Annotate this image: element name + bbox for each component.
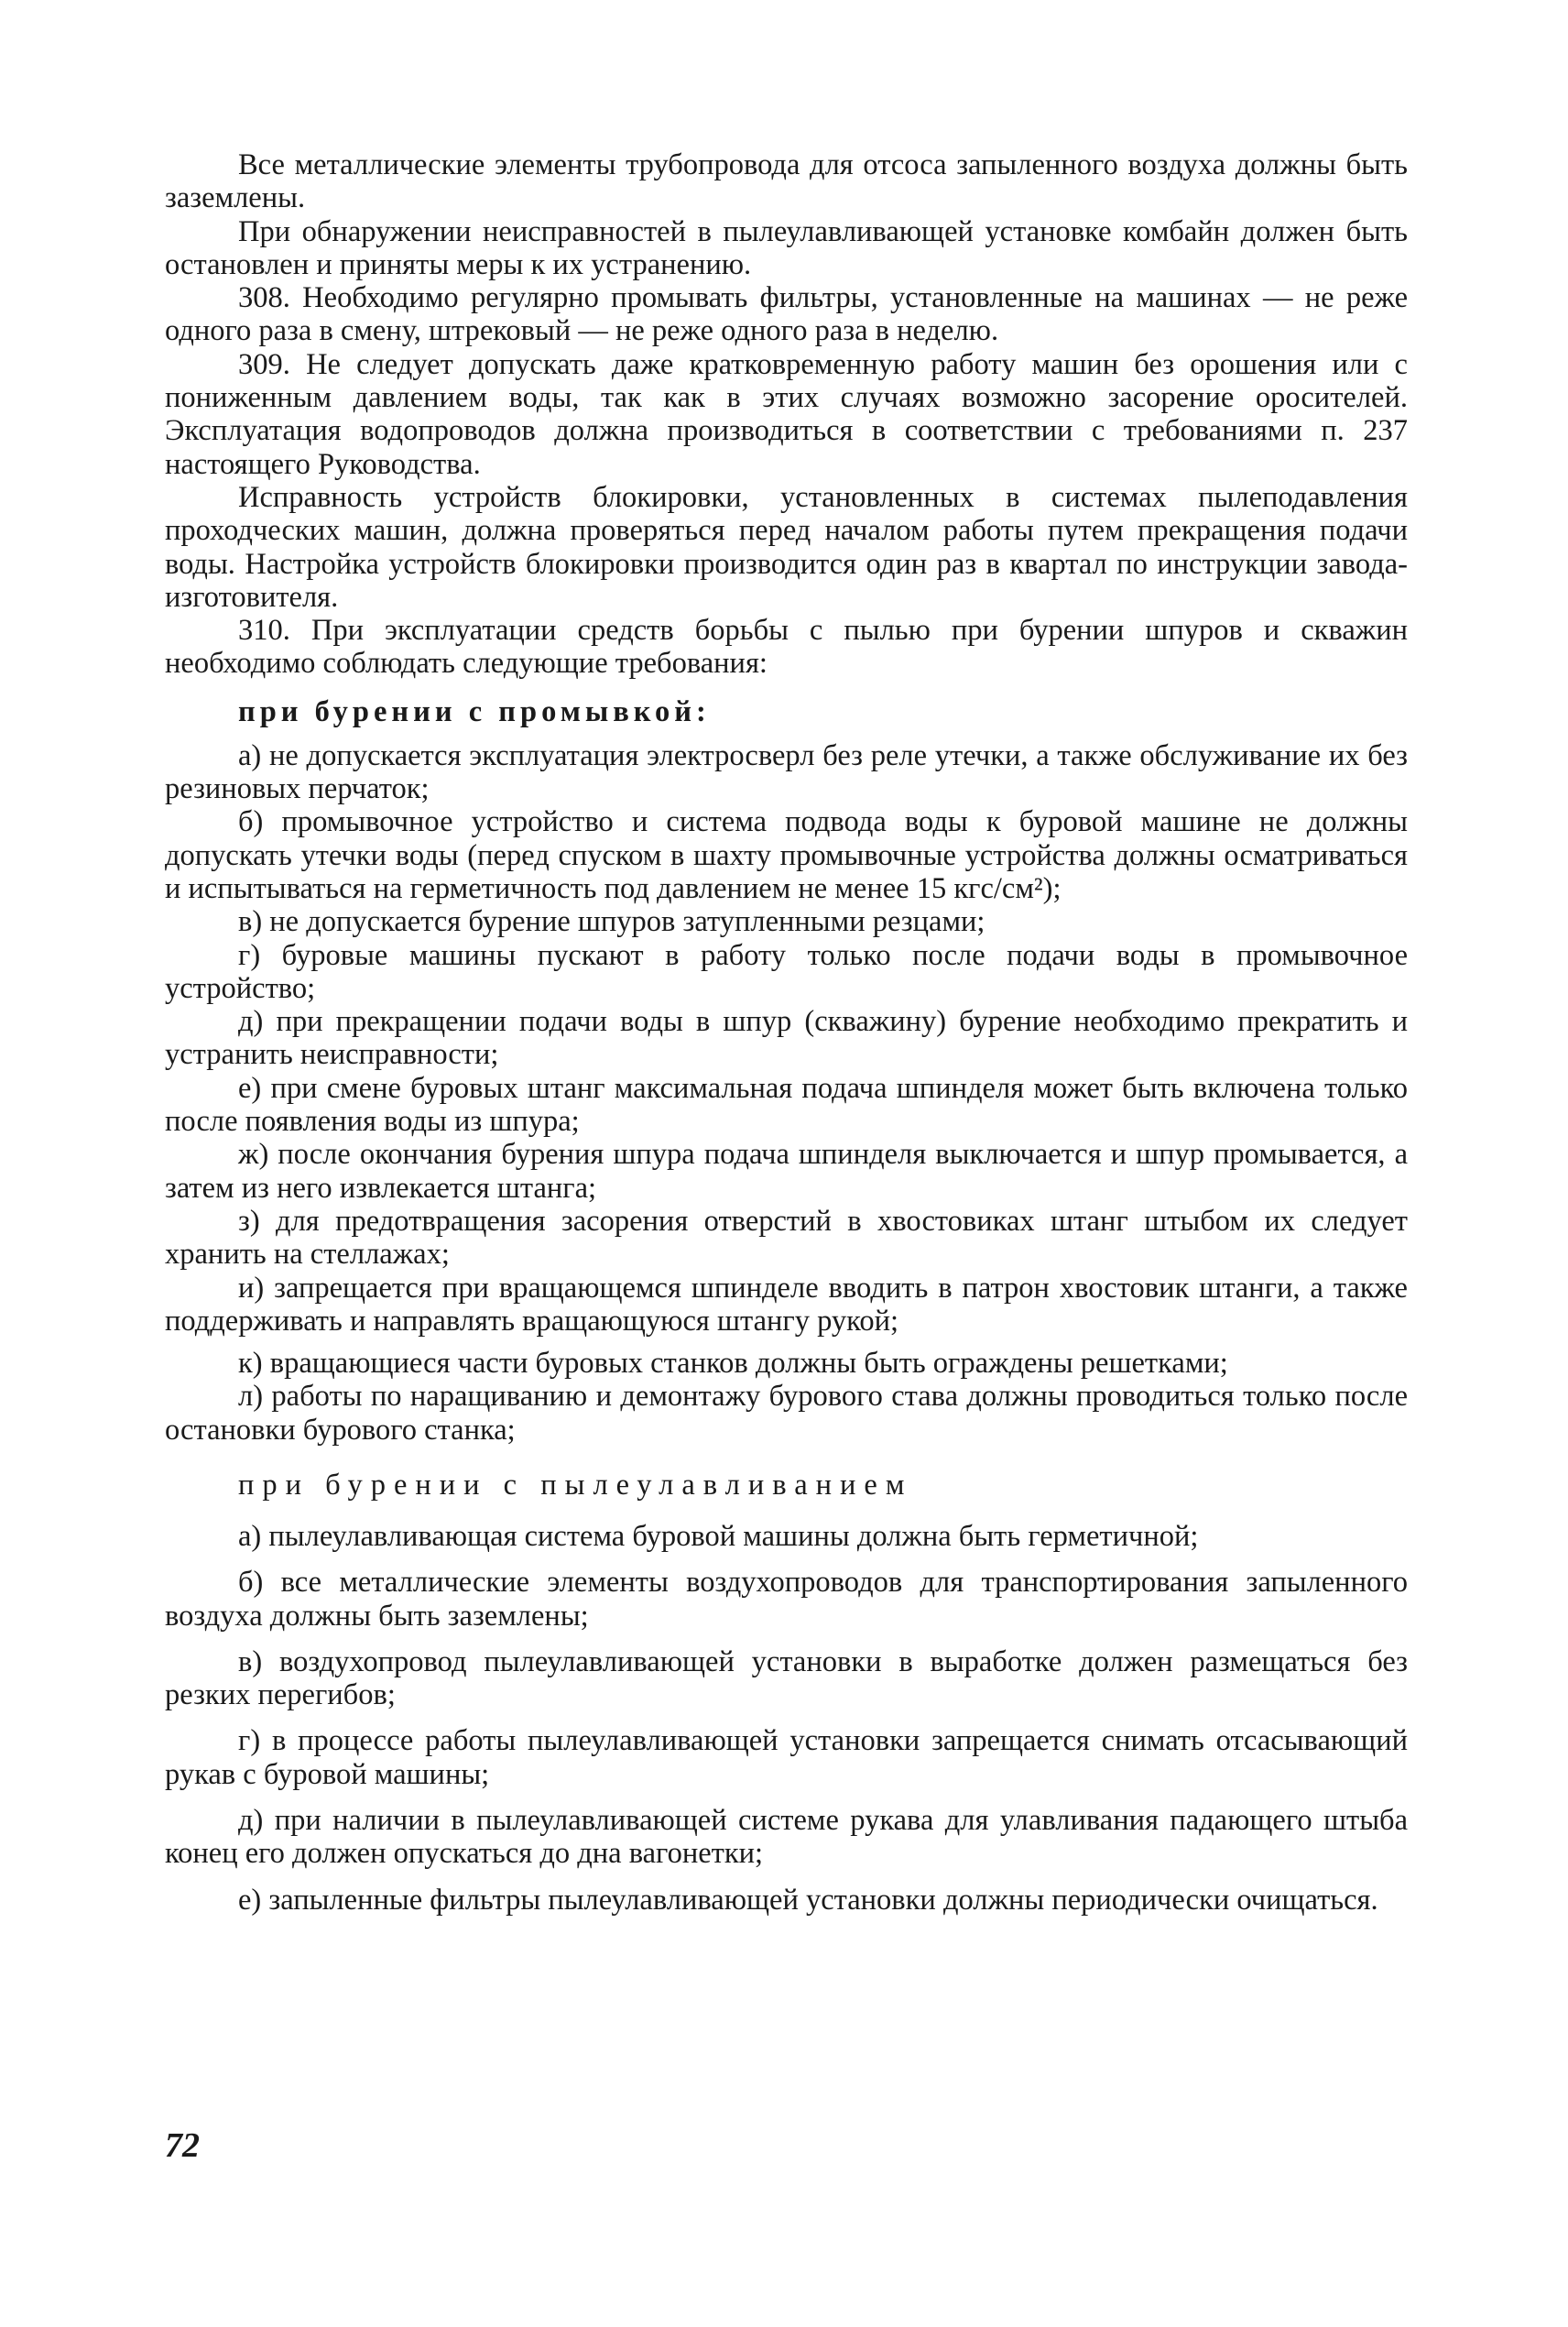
list-item-washing-i: и) запрещается при вращающемся шпинделе вводить в патрон хвостовик штанги, а также поддерживать и направлять вращающуюся штангу рукой; — [165, 1271, 1408, 1338]
list-item-washing-g: г) буровые машины пускают в работу только после подачи воды в промывочное устройство; — [165, 938, 1408, 1005]
list-item-washing-k: к) вращающиеся части буровых станков должны быть ограждены решетками; — [238, 1347, 1228, 1381]
subhead-washing: при бурении с промывкой: — [238, 694, 711, 728]
list-item-washing-l: л) работы по наращиванию и демонтажу бурового става должны проводиться только после остановки бурового станка; — [165, 1380, 1408, 1447]
list-item-washing-v: в) не допускается бурение шпуров затупленными резцами; — [238, 905, 985, 939]
document-page — [165, 148, 1408, 1917]
list-item-dust-b: б) все металлические элементы воздухопроводов для транспортирования запыленного воздуха должны быть заземлены; — [165, 1566, 1408, 1633]
page-number: 72 — [165, 2126, 200, 2165]
list-item-washing-d: д) при прекращении подачи воды в шпур (скважину) бурение необходимо прекратить и устранить неисправности; — [165, 1005, 1408, 1072]
paragraph-malfunction: При обнаружении неисправностей в пылеулавливающей установке комбайн должен быть остановлен и приняты меры к их устранению. — [165, 214, 1408, 281]
list-item-washing-e: е) при смене буровых штанг максимальная подача шпинделя может быть включена только после появления воды из шпура; — [165, 1071, 1408, 1139]
paragraph-309: 309. Не следует допускать даже кратковременную работу машин без орошения или с пониженным давлением воды, так как в этих случаях возможно засорение оросителей. Эксплуатация водопроводов должна производиться в соответствии с требованиями п. 237 настоящего Руководства. — [165, 347, 1408, 481]
subhead-dust: при бурении с пылеулавливанием — [238, 1468, 913, 1502]
paragraph-310: 310. При эксплуатации средств борьбы с пылью при бурении шпуров и скважин необходимо соблюдать следующие требования: — [165, 614, 1408, 681]
list-item-washing-zh: ж) после окончания бурения шпура подача шпинделя выключается и шпур промывается, а затем из него извлекается штанга; — [165, 1138, 1408, 1205]
list-item-dust-e: е) запыленные фильтры пылеулавливающей установки должны периодически очищаться. — [238, 1883, 1378, 1917]
list-item-dust-a: а) пылеулавливающая система буровой машины должна быть герметичной; — [238, 1519, 1199, 1553]
list-item-washing-a: а) не допускается эксплуатация электросверл без реле утечки, а также обслуживание их без резиновых перчаток; — [165, 738, 1408, 806]
paragraph-interlock: Исправность устройств блокировки, установленных в системах пылеподавления проходческих машин, должна проверяться перед началом работы путем прекращения подачи воды. Настройка устройств блокировки производится один раз в квартал по инструкции завода-изготовителя. — [165, 480, 1408, 614]
paragraph-grounding: Все металлические элементы трубопровода для отсоса запыленного воздуха должны быть заземлены. — [165, 148, 1408, 215]
list-item-dust-g: г) в процессе работы пылеулавливающей установки запрещается снимать отсасывающий рукав с буровой машины; — [165, 1724, 1408, 1791]
paragraph-308: 308. Необходимо регулярно промывать фильтры, установленные на машинах — не реже одного раза в смену, штрековый — не реже одного раза в неделю. — [165, 281, 1408, 348]
list-item-washing-z: з) для предотвращения засорения отверстий в хвостовиках штанг штыбом их следует хранить на стеллажах; — [165, 1204, 1408, 1272]
list-item-dust-v: в) воздухопровод пылеулавливающей установки в выработке должен размещаться без резких перегибов; — [165, 1644, 1408, 1712]
list-item-washing-b: б) промывочное устройство и система подвода воды к буровой машине не должны допускать утечки воды (перед спуском в шахту промывочные устройства должны осматриваться и испытываться на герметичность под давлением не менее 15 кгс/см²); — [165, 805, 1408, 905]
list-item-dust-d: д) при наличии в пылеулавливающей системе рукава для улавливания падающего штыба конец его должен опускаться до дна вагонетки; — [165, 1804, 1408, 1871]
